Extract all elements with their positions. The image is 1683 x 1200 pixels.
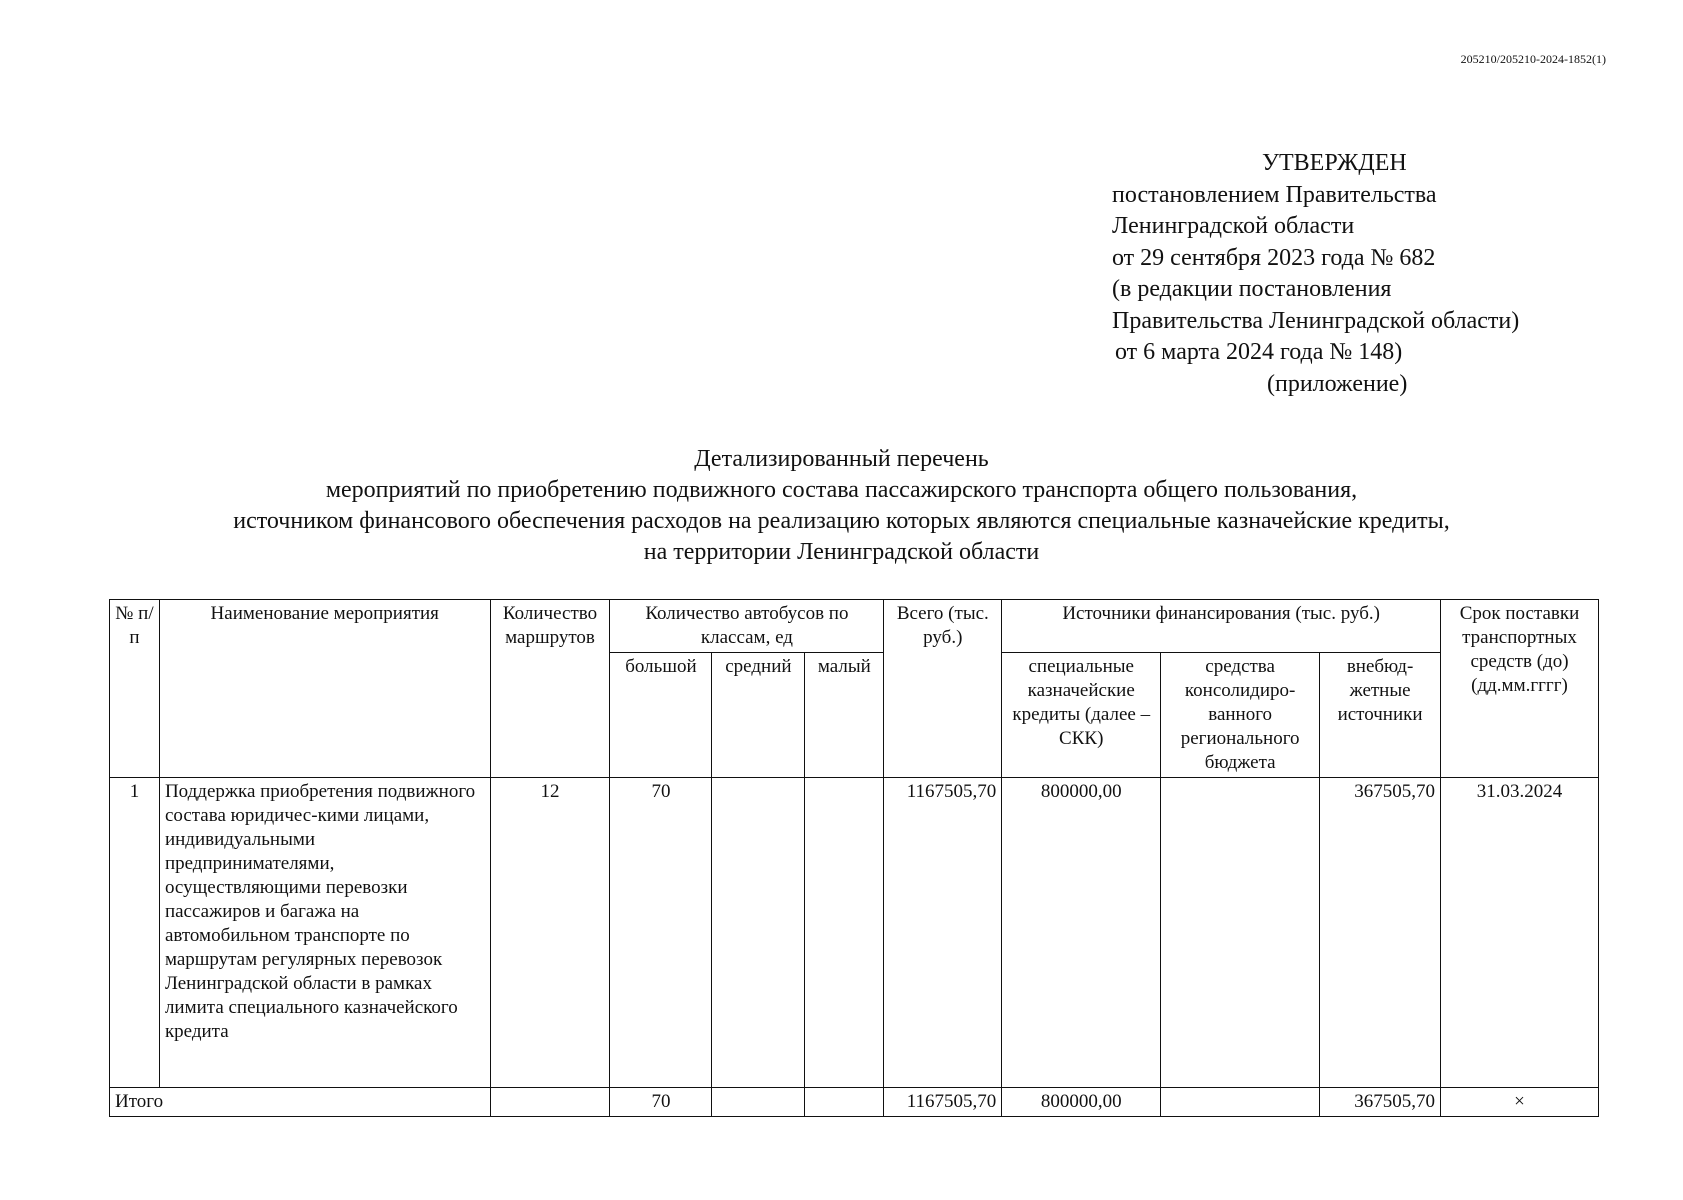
document-heading [0,444,1683,568]
cell-medium [712,778,805,1088]
header-name: Наименование мероприятия [159,600,490,778]
heading-line: на территории Ленинградской области [643,539,1040,565]
header-medium: средний [712,653,805,778]
header-num: № п/п [110,600,160,778]
cell-total: 1167505,70 [884,778,1002,1088]
cell-routes: 12 [490,778,610,1088]
header-routes: Количество маршрутов [490,600,610,778]
approval-title: УТВЕРЖДЕН [1262,150,1407,176]
cell-name: Поддержка приобретения подвижного состава юридичес-кими лицами, индивидуальными предпринимателями, осуществляющими перевозки пассажиров и багажа на автомобильном транспорте по маршрутам регулярных перевозок Ленинградской области в рамках лимита специального казначейского кредита [159,778,490,1088]
heading-line: мероприятий по приобретению подвижного состава пассажирского транспорта общего пользования, [325,477,1358,503]
cell-extra: 367505,70 [1320,778,1441,1088]
header-total: Всего (тыс. руб.) [884,600,1002,778]
header-deadline: Срок поставки транспортных средств (до) (дд.мм.гггг) [1441,600,1599,778]
approval-line: постановлением Правительства [1112,181,1437,208]
header-large: большой [610,653,712,778]
total-deadline: × [1441,1088,1599,1117]
measures-table [109,599,1599,1117]
cell-regional [1161,778,1320,1088]
approval-stamp [1112,148,1632,400]
total-extra: 367505,70 [1320,1088,1441,1117]
approval-appendix: (приложение) [1267,370,1408,397]
cell-large: 70 [610,778,712,1088]
header-buses: Количество автобусов по классам, ед [610,600,884,653]
cell-num: 1 [110,778,160,1088]
total-skk: 800000,00 [1002,1088,1161,1117]
header-regional: средства консолидиро-ванного регионального бюджета [1161,653,1320,778]
table-row [110,778,1599,1088]
total-medium [712,1088,805,1117]
document-number: 205210/205210-2024-1852(1) [1460,52,1606,66]
heading-line: Детализированный перечень [694,446,989,472]
approval-line: Правительства Ленинградской области) [1112,307,1520,334]
total-small [805,1088,884,1117]
approval-line: (в редакции постановления [1112,276,1392,302]
cell-deadline: 31.03.2024 [1441,778,1599,1088]
total-routes [490,1088,610,1117]
total-regional [1161,1088,1320,1117]
total-total: 1167505,70 [884,1088,1002,1117]
header-skk: специальные казначейские кредиты (далее – СКК) [1002,653,1161,778]
table-header-row [110,600,1599,653]
cell-small [805,778,884,1088]
approval-line: от 6 марта 2024 года № 148) [1115,339,1403,365]
header-extra: внебюд-жетные источники [1320,653,1441,778]
table-total-row [110,1088,1599,1117]
approval-line: Ленинградской области [1112,213,1355,239]
heading-line: источником финансового обеспечения расходов на реализацию которых являются специальные казначейские кредиты, [233,508,1450,534]
approval-line: от 29 сентября 2023 года № 682 [1112,244,1436,271]
cell-skk: 800000,00 [1002,778,1161,1088]
header-sources: Источники финансирования (тыс. руб.) [1002,600,1441,653]
header-small: малый [805,653,884,778]
total-large: 70 [610,1088,712,1117]
total-label: Итого [110,1088,491,1117]
